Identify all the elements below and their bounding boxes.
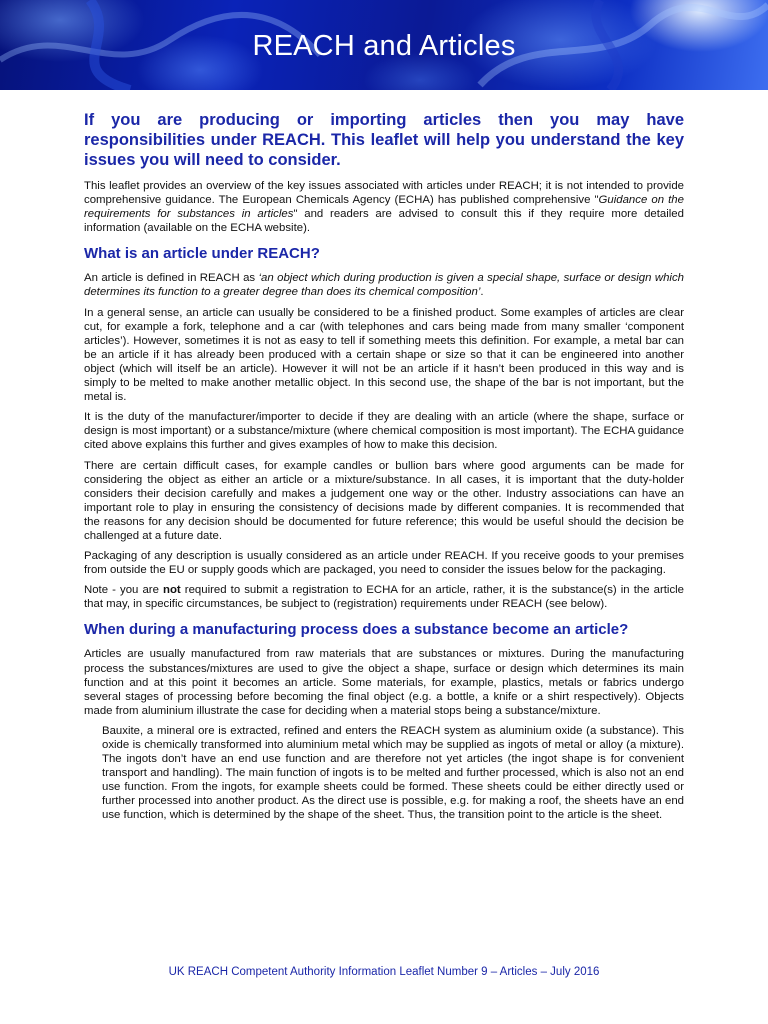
body-paragraph: Articles are usually manufactured from raw materials that are substances or mixtures. During the manufacturing process the substances/mixtures are used to give the object a shape, surface or design which determines its main function and at this point it becomes an article. Some materials, for example, plastics, metals or fabrics undergo several stages of processing before becoming the final object (e.g. a bottle, a knife or a shirt respectively). Objects made from aluminium illustrate the case for deciding when a material stops being a substance/mixture. (84, 648, 684, 717)
definition-paragraph: An article is defined in REACH as ‘an object which during production is given a special shape, surface or design which determines its function to a greater degree than does its chemical composition’. (84, 272, 684, 299)
section-heading-what-is-article: What is an article under REACH? (84, 245, 320, 263)
document-body (84, 110, 684, 829)
footer-text: UK REACH Competent Authority Information Leaflet Number 9 – Articles – July 2016 (168, 966, 600, 978)
header-banner (0, 0, 768, 90)
body-paragraph: In a general sense, an article can usually be considered to be a finished product. Some examples of articles are clear cut, for example a fork, telephone and a car (with telephones and cars being made from many smaller ‘component articles’). However, sometimes it is not as easy to tell if something meets this definition. For example, a metal bar can be an article if it has already been produced with a certain shape or size so that it can be engineered into another object (which will itself be an article). However it will not be an article if it hasn’t been produced in this way and is simply to be melted to make another metallic object. In this second use, the shape of the bar is not important, but the metal is. (84, 306, 684, 404)
body-paragraph: There are certain difficult cases, for example candles or bullion bars where good arguments can be made for considering the object as either an article or a mixture/substance. In all cases, it is important that the duty-holder considers their decision carefully and makes a judgement one way or the other. Industry associations can have an important role to play in ensuring the consistency of decisions made by different companies. It is recommended that the reasons for any decision should be documented for future reference; this would be useful should the decision be challenged at a future date. (84, 459, 684, 542)
intro-paragraph: This leaflet provides an overview of the key issues associated with articles under REACH; it is not intended to provide comprehensive guidance. The European Chemicals Agency (ECHA) has published comprehensive "Guidance on the requirements for substances in articles" and readers are advised to consult this if they require more detailed information (available on the ECHA website). (84, 180, 684, 235)
section-heading-manufacturing: When during a manufacturing process does a substance become an article? (84, 621, 629, 639)
body-paragraph: Packaging of any description is usually considered as an article under REACH. If you receive goods to your premises from outside the EU or supply goods which are packaged, you need to consider the issues below for the packaging. (84, 550, 684, 577)
body-paragraph: It is the duty of the manufacturer/importer to decide if they are dealing with an article (where the shape, surface or design is most important) or a substance/mixture (where chemical composition is most important). The ECHA guidance cited above explains this further and gives examples of how to make this decision. (84, 411, 684, 452)
page-title: REACH and Articles (252, 30, 516, 62)
lead-paragraph: If you are producing or importing articles then you may have responsibilities under REACH. This leaflet will help you understand the key issues you will need to consider. (84, 111, 684, 169)
aluminium-example-paragraph: Bauxite, a mineral ore is extracted, refined and enters the REACH system as aluminium oxide (a substance). This oxide is chemically transformed into aluminium metal which may be supplied as ingots of metal or alloy (a mixture). The ingots don’t have an end use function and are therefore not yet articles (the ingot shape is for convenient transport and handling). The main function of ingots is to be melted and further processed, which is also not an end use function. From the ingots, for example sheets could be formed. These sheets could be either directly used or further processed into another product. As the direct use is possible, e.g. for making a roof, the sheets have an end use function, which is determined by the shape of the sheet. Thus, the transition point to the article is the sheet. (102, 724, 684, 822)
note-paragraph: Note - you are not required to submit a registration to ECHA for an article, rather, it is the substance(s) in the article that may, in specific circumstances, be subject to (registration) requirements under REACH (see below). (84, 584, 685, 611)
